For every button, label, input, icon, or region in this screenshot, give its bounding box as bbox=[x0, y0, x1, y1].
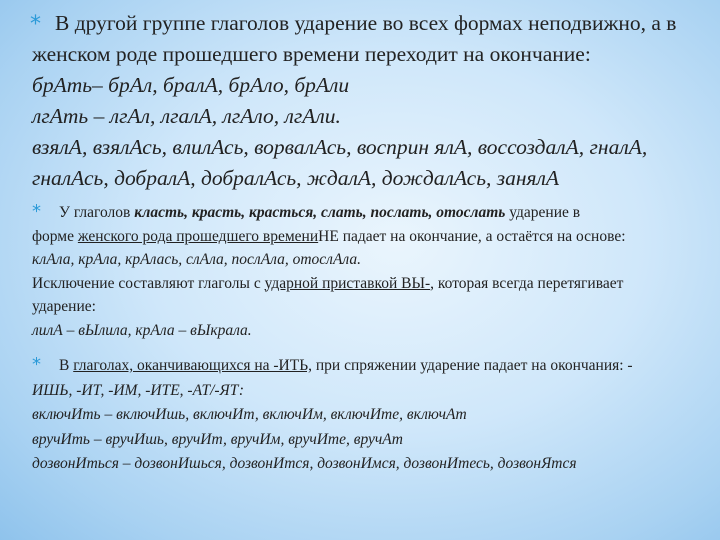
rule-2-exception bbox=[32, 272, 712, 296]
example-lgat: лгАть – лгАл, лгалА, лгАло, лгАли. bbox=[32, 104, 341, 128]
rule-2-text-d: НЕ падает на окончание, а остаётся на основе: bbox=[318, 227, 626, 245]
rule-block-3 bbox=[32, 353, 712, 477]
rule-2-line-2 bbox=[32, 225, 712, 249]
rule-block-2 bbox=[32, 200, 712, 342]
rule-3-line-1 bbox=[32, 353, 712, 379]
rule-2-line-1 bbox=[32, 200, 712, 225]
example-list-2: гналАсь, добралА, добралАсь, ждалА, дождалАсь, занялА bbox=[32, 166, 560, 190]
rule-1-line-1 bbox=[30, 8, 712, 39]
rule-1-line-2: женском роде прошедшего времени переходит на окончание: bbox=[32, 42, 591, 66]
rule-2-verbs: класть, красть, красться, слать, послать, отослать bbox=[134, 204, 506, 221]
rule-2-exception-end: ударение: bbox=[32, 298, 96, 315]
bullet-star-icon: * bbox=[30, 12, 41, 37]
rule-3-endings: ИШЬ, -ИТ, -ИМ, -ИТЕ, -АТ/-ЯТ: bbox=[32, 381, 245, 399]
rule-block-1 bbox=[32, 8, 712, 194]
rule-3-text-b: при спряжении ударение падает на окончания: - bbox=[312, 357, 633, 374]
bullet-star-icon: * bbox=[32, 201, 41, 222]
exception-text-a: Исключение составляют глаголы с bbox=[32, 274, 265, 292]
example-vruchit: вручИть – вручИшь, вручИт, вручИм, вручИте, вручАт bbox=[32, 430, 403, 448]
rule-2-underlined: женского рода прошедшего времени bbox=[77, 227, 319, 245]
bullet-star-icon: * bbox=[32, 354, 41, 375]
exception-text-b: , которая всегда перетягивает bbox=[430, 274, 624, 292]
rule-2-examples: клАла, крАла, крАлась, слАла, послАла, отослАла. bbox=[32, 251, 361, 268]
example-vklyuchit: включИть – включИшь, включИт, включИм, включИте, включАт bbox=[32, 406, 467, 423]
exception-examples: лилА – вЫлила, крАла – вЫкрала. bbox=[32, 321, 252, 339]
example-list-1: взялА, взялАсь, влилАсь, ворвалАсь, восприн ялА, воссоздалА, гналА, bbox=[32, 135, 648, 159]
rule-2-text-a: У глаголов bbox=[59, 204, 135, 221]
rule-2-text-b: ударение в bbox=[505, 204, 581, 221]
exception-underlined: ударной приставкой ВЫ- bbox=[264, 274, 431, 292]
example-brat: брАть– брАл, бралА, брАло, брАли bbox=[32, 73, 350, 97]
rule-1-text: В другой группе глаголов ударение во всех формах неподвижно, а в bbox=[55, 11, 677, 35]
example-dozvonitsya: дозвонИться – дозвонИшься, дозвонИтся, дозвонИмся, дозвонИтесь, дозвонЯтся bbox=[32, 455, 577, 472]
rule-3-underlined: глаголах, оканчивающихся на -ИТЬ, bbox=[73, 357, 312, 374]
rule-3-text-a: В bbox=[59, 357, 74, 374]
rule-2-text-c: форме bbox=[32, 227, 78, 245]
